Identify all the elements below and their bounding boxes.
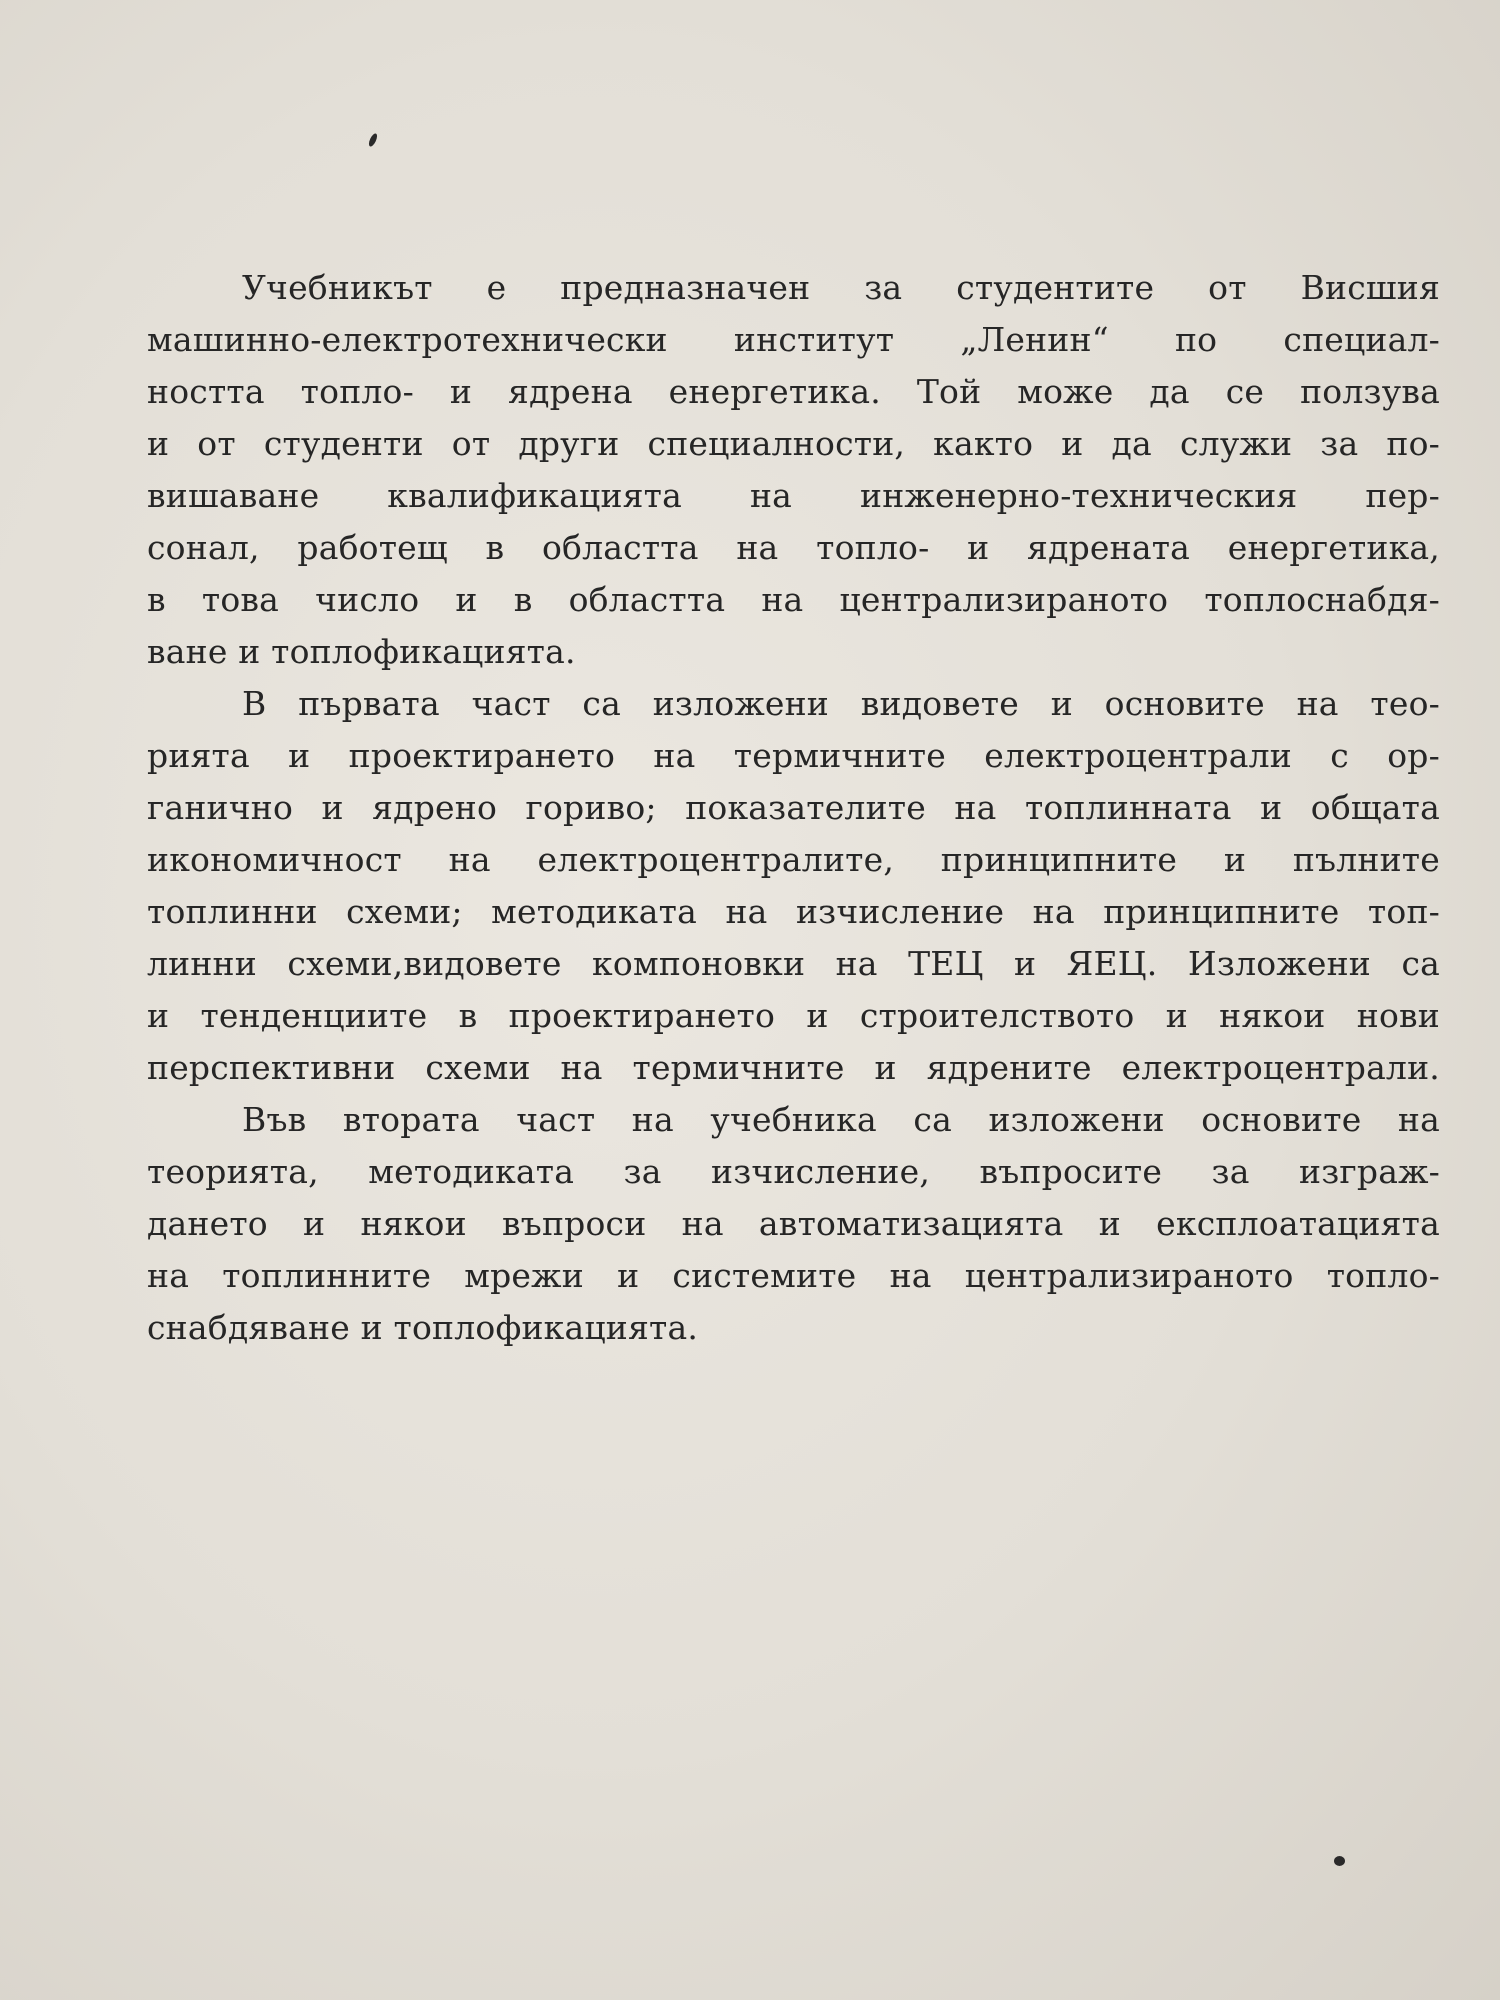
- preface-text: [147, 262, 1440, 1354]
- text-line: Във втората част на учебника са изложени основите на: [242, 1100, 1440, 1139]
- text-line: и тенденциите в проектирането и строителството и някои нови: [147, 996, 1440, 1035]
- text-line: Учебникът е предназначен за студентите от Висшия: [242, 268, 1440, 307]
- text-line: В първата част са изложени видовете и основите на тео-: [242, 684, 1440, 723]
- text-line: и от студенти от други специалности, както и да служи за по-: [147, 424, 1440, 463]
- text-line: ганично и ядрено гориво; показателите на топлинната и общата: [147, 788, 1440, 827]
- ink-speck: [367, 132, 378, 147]
- text-line: ността топло- и ядрена енергетика. Той може да се ползува: [147, 372, 1440, 411]
- text-line: на топлинните мрежи и системите на централизираното топло-: [147, 1256, 1440, 1295]
- text-line: рията и проектирането на термичните електроцентрали с ор-: [147, 736, 1440, 775]
- text-line: дането и някои въпроси на автоматизацията и експлоатацията: [147, 1204, 1440, 1243]
- text-line: теорията, методиката за изчисление, въпросите за изграж-: [147, 1152, 1440, 1191]
- text-line: машинно-електротехнически институт „Ленин“ по специал-: [147, 320, 1440, 359]
- text-line: снабдяване и топлофикацията.: [147, 1308, 699, 1347]
- text-line: перспективни схеми на термичните и ядрените електроцентрали.: [147, 1048, 1440, 1087]
- ink-speck: [1334, 1856, 1345, 1866]
- text-line: икономичност на електроцентралите, принципните и пълните: [147, 840, 1440, 879]
- text-line: в това число и в областта на централизираното топлоснабдя-: [147, 580, 1440, 619]
- text-line: сонал, работещ в областта на топло- и ядрената енергетика,: [147, 528, 1440, 567]
- text-line: вишаване квалификацията на инженерно-техническия пер-: [147, 476, 1440, 515]
- text-line: топлинни схеми; методиката на изчисление на принципните топ-: [147, 892, 1440, 931]
- text-line: ване и топлофикацията.: [147, 632, 576, 671]
- text-line: линни схеми,видовете компоновки на ТЕЦ и ЯЕЦ. Изложени са: [147, 944, 1440, 983]
